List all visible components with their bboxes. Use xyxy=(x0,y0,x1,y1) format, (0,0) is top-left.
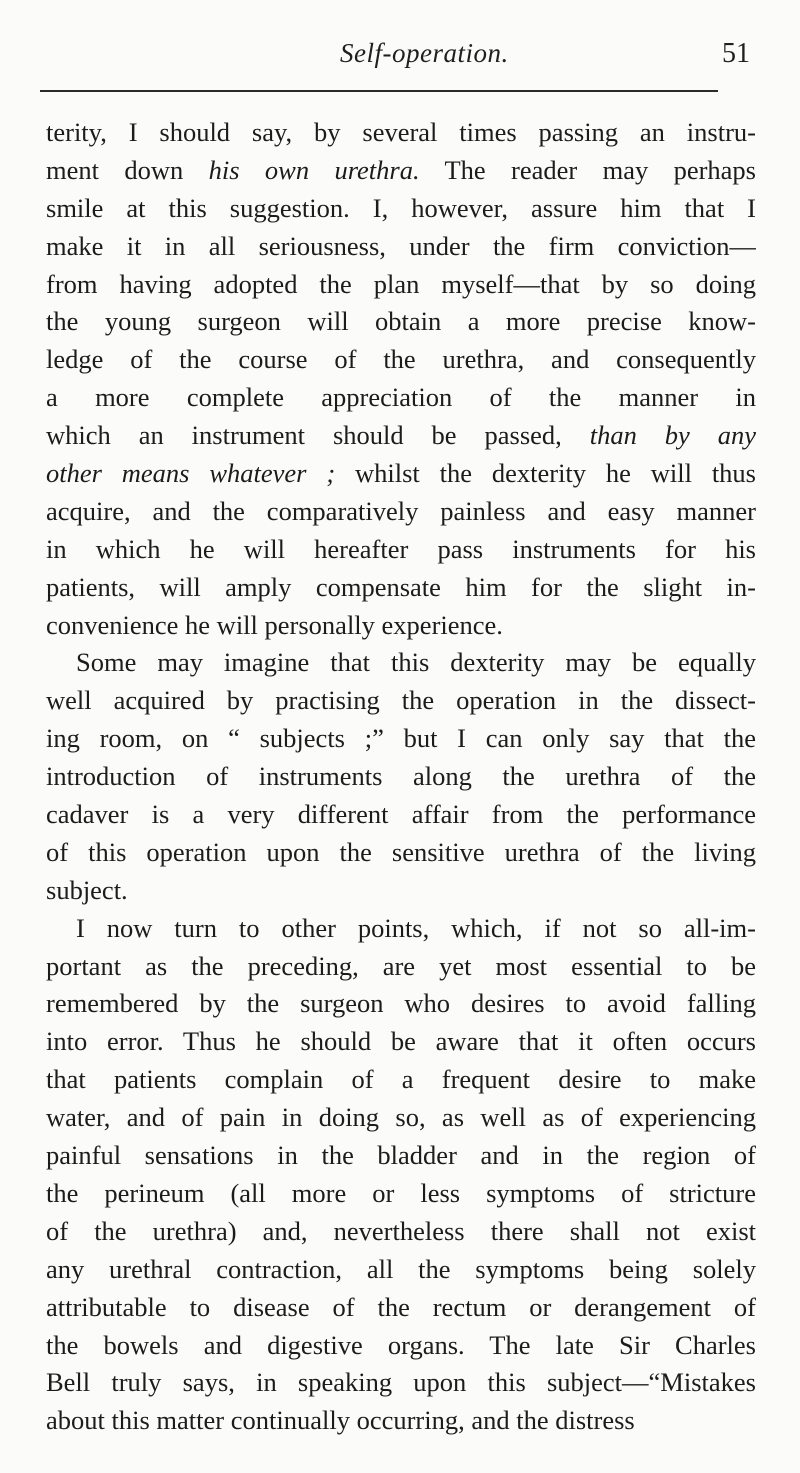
text-line xyxy=(46,1364,756,1402)
text-line xyxy=(46,644,756,682)
text-segment: ledge of the course of the urethra, and consequently xyxy=(46,344,756,375)
text-segment: any urethral contraction, all the symptoms being solely xyxy=(46,1253,756,1284)
page-header xyxy=(40,34,760,74)
text-segment: of the urethra) and, nevertheless there shall not exist xyxy=(46,1215,756,1246)
text-line xyxy=(46,1402,756,1440)
text-line xyxy=(46,910,756,948)
text-line xyxy=(46,1327,756,1365)
text-segment: patients, will amply compensate him for the slight in- xyxy=(46,571,756,602)
page-number: 51 xyxy=(722,38,750,69)
text-line xyxy=(46,1251,756,1289)
text-segment: remembered by the surgeon who desires to avoid falling xyxy=(46,988,756,1019)
paragraph xyxy=(46,644,756,909)
text-segment: of this operation upon the sensitive urethra of the living xyxy=(46,836,756,867)
text-segment: the perineum (all more or less symptoms of stricture xyxy=(46,1177,756,1208)
text-line xyxy=(46,872,756,910)
text-segment: the young surgeon will obtain a more precise know- xyxy=(46,306,756,337)
text-line xyxy=(46,1175,756,1213)
text-segment: subject. xyxy=(46,874,128,905)
text-line xyxy=(46,228,756,266)
text-segment: well acquired by practising the operation in the dissect- xyxy=(46,685,756,716)
text-line xyxy=(46,1213,756,1251)
paragraph xyxy=(46,114,756,644)
text-segment: attributable to disease of the rectum or derangement of xyxy=(46,1291,756,1322)
text-segment: smile at this suggestion. I, however, assure him that I xyxy=(46,192,756,223)
text-segment: about this matter continually occurring, and the distress xyxy=(46,1405,635,1436)
text-line xyxy=(46,607,756,645)
text-line xyxy=(46,1099,756,1137)
text-line xyxy=(46,417,756,455)
text-line xyxy=(46,493,756,531)
text-line xyxy=(46,266,756,304)
text-line xyxy=(46,720,756,758)
text-segment: that patients complain of a frequent desire to make xyxy=(46,1064,756,1095)
header-rule xyxy=(40,90,718,92)
text-line xyxy=(46,569,756,607)
text-line xyxy=(46,379,756,417)
text-line xyxy=(46,455,756,493)
text-line xyxy=(46,985,756,1023)
text-line xyxy=(46,948,756,986)
text-segment: convenience he will personally experience. xyxy=(46,609,503,640)
text-segment: ing room, on “ subjects ;” but I can only say that the xyxy=(46,723,756,754)
text-line xyxy=(46,682,756,720)
text-line xyxy=(46,1289,756,1327)
text-segment: into error. Thus he should be aware that it often occurs xyxy=(46,1026,756,1057)
text-segment: which an instrument should be passed, xyxy=(46,420,590,451)
text-segment: a more complete appreciation of the manner in xyxy=(46,382,756,413)
text-segment: in which he will hereafter pass instruments for his xyxy=(46,533,756,564)
running-head: Self-operation. xyxy=(340,38,509,68)
text-line xyxy=(46,1023,756,1061)
text-line xyxy=(46,531,756,569)
text-line xyxy=(46,190,756,228)
text-line xyxy=(46,114,756,152)
italic-text: other means whatever ; xyxy=(46,458,336,489)
text-segment: ment down xyxy=(46,154,209,185)
text-segment: make it in all seriousness, under the firm conviction— xyxy=(46,230,756,261)
text-segment: water, and of pain in doing so, as well as of experiencing xyxy=(46,1102,756,1133)
text-segment: from having adopted the plan myself—that by so doing xyxy=(46,268,756,299)
text-segment: whilst the dexterity he will thus xyxy=(335,458,756,489)
text-segment: terity, I should say, by several times passing an instru- xyxy=(46,117,756,147)
text-line xyxy=(46,1137,756,1175)
italic-text: than by any xyxy=(589,420,756,451)
text-segment: the bowels and digestive organs. The late Sir Charles xyxy=(46,1329,756,1360)
text-line xyxy=(46,1061,756,1099)
text-segment: Bell truly says, in speaking upon this subject—“Mistakes xyxy=(46,1367,756,1398)
text-segment: painful sensations in the bladder and in the region of xyxy=(46,1140,756,1171)
text-segment: I now turn to other points, which, if not so all-im- xyxy=(76,912,756,943)
paragraph xyxy=(46,910,756,1440)
text-line xyxy=(46,758,756,796)
text-segment: portant as the preceding, are yet most essential to be xyxy=(46,950,756,981)
text-segment: Some may imagine that this dexterity may be equally xyxy=(76,647,756,678)
italic-text: his own urethra. xyxy=(208,154,420,185)
text-line xyxy=(46,796,756,834)
text-line xyxy=(46,341,756,379)
body-text xyxy=(46,114,756,1440)
text-line xyxy=(46,152,756,190)
text-line xyxy=(46,303,756,341)
text-line xyxy=(46,834,756,872)
text-segment: The reader may perhaps xyxy=(419,154,756,185)
text-segment: cadaver is a very different affair from the performance xyxy=(46,799,756,830)
text-segment: acquire, and the comparatively painless and easy manner xyxy=(46,495,756,526)
text-segment: introduction of instruments along the urethra of the xyxy=(46,761,756,792)
